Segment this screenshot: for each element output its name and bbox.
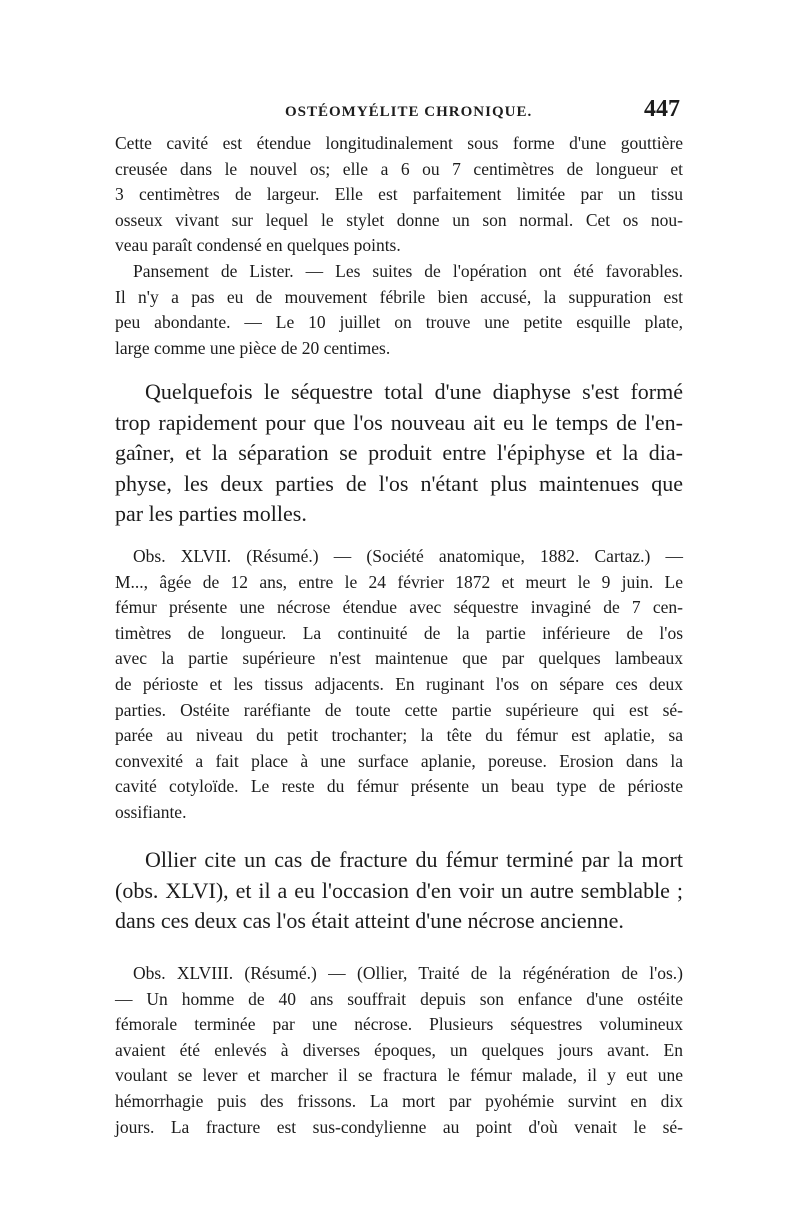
text-line: Cette cavité est étendue longitudinalement sous forme d'une gouttière — [115, 133, 683, 153]
text-line: cavité cotyloïde. Le reste du fémur présente un beau type de périoste — [115, 776, 683, 797]
text-line: large comme une pièce de 20 centimes. — [115, 337, 391, 358]
text-line: (obs. XLVI), et il a eu l'occasion d'en voir un autre semblable ; — [115, 877, 683, 903]
text-line: timètres de longueur. La continuité de la partie inférieure de l'os — [115, 622, 683, 643]
paragraph-ollier — [115, 845, 683, 937]
text-line: Obs. XLVIII. (Résumé.) — (Ollier, Traité de la régénération de l'os.) — [133, 963, 683, 983]
text-line: fémur présente une nécrose étendue avec séquestre invaginé de 7 cen- — [115, 597, 683, 618]
running-title: OSTÉOMYÉLITE CHRONIQUE. — [285, 104, 533, 120]
text-line: veau paraît condensé en quelques points. — [115, 235, 401, 256]
text-line: Il n'y a pas eu de mouvement fébrile bien accusé, la suppuration est — [115, 286, 683, 307]
text-line: Quelquefois le séquestre total d'une diaphyse s'est formé — [145, 379, 683, 404]
text-line: jours. La fracture est sus-condylienne au point d'où venait le sé- — [115, 1116, 683, 1137]
text-line: M..., âgée de 12 ans, entre le 24 février 1872 et meurt le 9 juin. Le — [115, 571, 683, 592]
text-line: 3 centimètres de largeur. Elle est parfaitement limitée par un tissu — [115, 184, 683, 205]
text-line: osseux vivant sur lequel le stylet donne un son normal. Cet os nou- — [115, 209, 683, 230]
paragraph-observation-continued — [115, 131, 683, 361]
text-line: par les parties molles. — [115, 501, 307, 526]
text-line: — Un homme de 40 ans souffrait depuis son enfance d'une ostéite — [115, 988, 683, 1009]
text-line: Pansement de Lister. — Les suites de l'opération ont été favorables. — [133, 260, 683, 281]
text-line: avaient été enlevés à diverses époques, un quelques jours avant. En — [115, 1039, 683, 1060]
text-line: fémorale terminée par une nécrose. Plusieurs séquestres volumineux — [115, 1014, 683, 1035]
text-line: peu abondante. — Le 10 juillet on trouve une petite esquille plate, — [115, 312, 683, 333]
page-number: 447 — [644, 96, 680, 122]
text-line: avec la partie supérieure n'est maintenue que par quelques lambeaux — [115, 648, 683, 669]
text-line: physe, les deux parties de l'os n'étant plus maintenues que — [115, 470, 683, 496]
page-header — [115, 96, 680, 126]
text-line: convexité a fait place à une surface aplanie, poreuse. Erosion dans la — [115, 750, 683, 771]
text-line: parée au niveau du petit trochanter; la tête du fémur est aplatie, sa — [115, 725, 683, 746]
text-line: parties. Ostéite raréfiante de toute cette partie supérieure qui est sé- — [115, 699, 683, 720]
text-line: voulant se lever et marcher il se fractura le fémur malade, il y eut une — [115, 1065, 683, 1086]
text-line: de périoste et les tissus adjacents. En ruginant l'os on sépare ces deux — [115, 673, 683, 694]
text-line: gaîner, et la séparation se produit entre l'épiphyse et la dia- — [115, 440, 683, 465]
paragraph-obs-xlvii — [115, 544, 683, 826]
text-line: Ollier cite un cas de fracture du fémur terminé par la mort — [145, 847, 683, 872]
text-line: trop rapidement pour que l'os nouveau ait eu le temps de l'en- — [115, 409, 683, 435]
text-line: dans ces deux cas l'os était atteint d'une nécrose ancienne. — [115, 908, 624, 933]
paragraph-sequestre — [115, 377, 683, 530]
text-line: Obs. XLVII. (Résumé.) — (Société anatomique, 1882. Cartaz.) — — [133, 546, 683, 566]
text-line: ossifiante. — [115, 801, 187, 822]
text-line: creusée dans le nouvel os; elle a 6 ou 7 centimètres de longueur et — [115, 158, 683, 179]
paragraph-obs-xlviii — [115, 961, 683, 1140]
text-line: hémorrhagie puis des frissons. La mort par pyohémie survint en dix — [115, 1090, 683, 1111]
